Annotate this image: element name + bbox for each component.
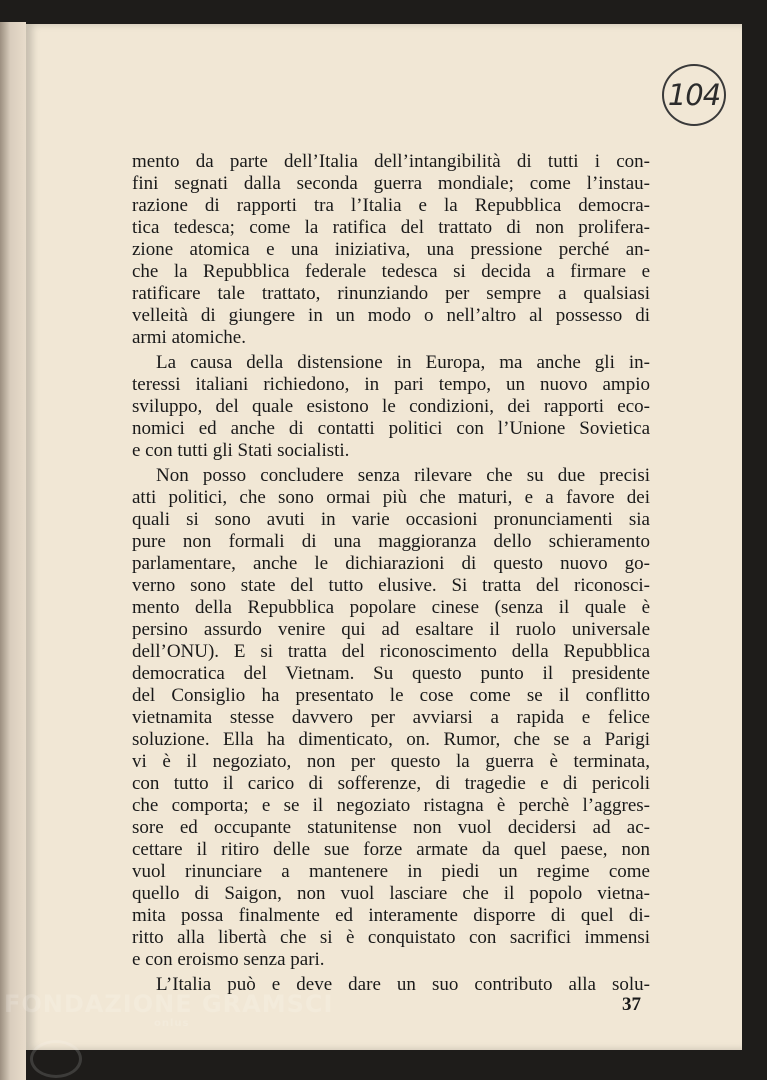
text-line: mento della Repubblica popolare cinese (senza il quale è <box>132 597 650 618</box>
book-page <box>26 24 742 1050</box>
text-line: nomici ed anche di contatti politici con l’Unione Sovietica <box>132 418 650 439</box>
text-line: cettare il ritiro delle sue forze armate da quel paese, non <box>132 839 650 860</box>
text-line: democratica del Vietnam. Su questo punto il presidente <box>132 663 650 684</box>
text-line: razione di rapporti tra l’Italia e la Repubblica democra- <box>132 195 650 216</box>
text-line: La causa della distensione in Europa, ma anche gli in- <box>156 352 650 373</box>
paragraph <box>132 352 650 462</box>
text-line: con tutto il carico di sofferenze, di tragedie e di pericoli <box>132 773 650 794</box>
text-line: L’Italia può e deve dare un suo contributo alla solu- <box>156 974 650 995</box>
page-number: 37 <box>622 994 641 1015</box>
text-line: teressi italiani richiedono, in pari tempo, un nuovo ampio <box>132 374 650 395</box>
watermark <box>4 992 333 1036</box>
text-line: tica tedesca; come la ratifica del trattato di non prolifera- <box>132 217 650 238</box>
text-line: quello di Saigon, non vuol lasciare che il popolo vietna- <box>132 883 650 904</box>
text-line: del Consiglio ha presentato le cose come se il conflitto <box>132 685 650 706</box>
text-line: velleità di giungere in un modo o nell’altro al possesso di <box>132 305 650 326</box>
text-line: che comporta; e se il negoziato ristagna è perchè l’aggres- <box>132 795 650 816</box>
text-line: sviluppo, del quale esistono le condizioni, dei rapporti eco- <box>132 396 650 417</box>
text-line: sore ed occupante statunitense non vuol decidersi ad ac- <box>132 817 650 838</box>
body-text <box>132 151 650 996</box>
watermark-name: FONDAZIONE GRAMSCI <box>4 990 334 1018</box>
paragraph <box>132 465 650 971</box>
handwritten-page-number: 104 <box>662 64 726 126</box>
text-line: verno sono state del tutto elusive. Si tratta del riconosci- <box>132 575 650 596</box>
text-line: che la Repubblica federale tedesca si decida a firmare e <box>132 261 650 282</box>
watermark-sub: onlus <box>154 1018 190 1029</box>
text-line: soluzione. Ella ha dimenticato, on. Rumor, che se a Parigi <box>132 729 650 750</box>
text-line: mento da parte dell’Italia dell’intangibilità di tutti i con- <box>132 151 650 172</box>
text-line: pure non formali di una maggioranza dello schieramento <box>132 531 650 552</box>
text-line: zione atomica e una iniziativa, una pressione perché an- <box>132 239 650 260</box>
text-line: parlamentare, anche le dichiarazioni di questo nuovo go- <box>132 553 650 574</box>
text-line: ritto alla libertà che si è conquistato con sacrifici immensi <box>132 927 650 948</box>
paragraph <box>132 151 650 349</box>
adjacent-page-edge <box>0 22 26 1080</box>
watermark-logo-icon <box>30 1040 82 1078</box>
text-line: quali si sono avuti in varie occasioni pronunciamenti sia <box>132 509 650 530</box>
text-line: dell’ONU). E si tratta del riconoscimento della Repubblica <box>132 641 650 662</box>
text-line: fini segnati dalla seconda guerra mondiale; come l’instau- <box>132 173 650 194</box>
text-line: atti politici, che sono ormai più che maturi, e a favore dei <box>132 487 650 508</box>
text-line: vietnamita stesse davvero per avviarsi a rapida e felice <box>132 707 650 728</box>
text-line: e con tutti gli Stati socialisti. <box>132 440 350 461</box>
text-line: vuol rinunciare a mantenere in piedi un regime come <box>132 861 650 882</box>
text-line: mita possa finalmente ed interamente disporre di quel di- <box>132 905 650 926</box>
text-line: armi atomiche. <box>132 327 246 348</box>
text-line: e con eroismo senza pari. <box>132 949 325 970</box>
text-line: vi è il negoziato, non per questo la guerra è terminata, <box>132 751 650 772</box>
text-line: persino assurdo venire qui ad esaltare il ruolo universale <box>132 619 650 640</box>
text-line: Non posso concludere senza rilevare che su due precisi <box>156 465 650 486</box>
text-line: ratificare tale trattato, rinunziando per sempre a qualsiasi <box>132 283 650 304</box>
